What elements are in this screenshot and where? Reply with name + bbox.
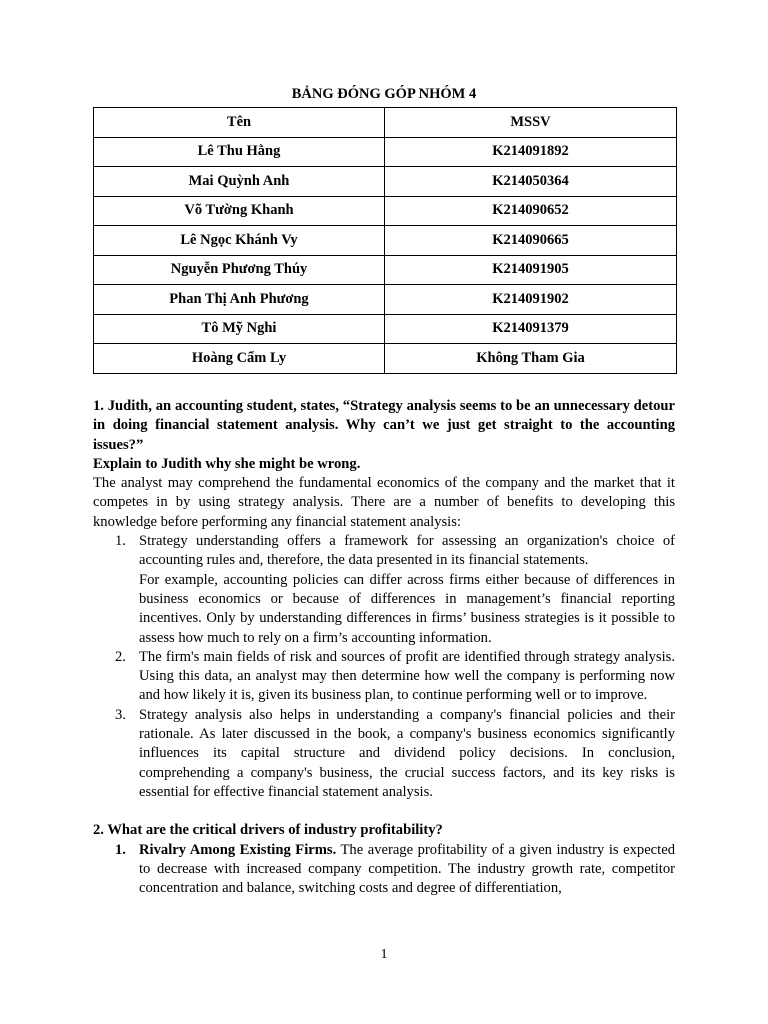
list-item <box>93 841 675 899</box>
question-1-prompt: Explain to Judith why she might be wrong. <box>93 455 361 472</box>
table-row <box>94 344 677 374</box>
header-name: Tên <box>94 108 385 138</box>
table-row <box>94 226 677 256</box>
contribution-table <box>93 107 677 374</box>
member-name: Phan Thị Anh Phương <box>94 285 385 315</box>
member-name: Võ Tường Khanh <box>94 196 385 226</box>
table-header-row <box>94 108 677 138</box>
list-number: 1. <box>115 533 126 550</box>
member-id: K214091892 <box>385 137 677 167</box>
list-item-lead: Rivalry Among Existing Firms. <box>139 841 337 858</box>
table-row <box>94 255 677 285</box>
document-body <box>93 397 675 898</box>
member-name: Lê Ngọc Khánh Vy <box>94 226 385 256</box>
member-id: K214091902 <box>385 285 677 315</box>
member-id: K214091379 <box>385 314 677 344</box>
table-row <box>94 137 677 167</box>
member-id: K214090665 <box>385 226 677 256</box>
list-item-text: For example, accounting policies can differ across firms either because of differences in business economics or because of differences in management’s financial reporting incentives. Only by understanding differences in firms’ business strategies is it possible to assess how much to rely on a firm’s accounting information. <box>139 571 675 646</box>
list-number: 3. <box>115 706 126 723</box>
question-1: 1. Judith, an accounting student, states, “Strategy analysis seems to be an unnecessary detour in doing financial statement analysis. Why can’t we just get straight to the accounting issues?” <box>93 398 675 453</box>
list-item-text: The firm's main fields of risk and sources of profit are identified through strategy analysis. Using this data, an analyst may then determine how well the company is performing now and how likely it is, given its business plan, to continue performing well or to improve. <box>139 648 675 704</box>
list-item-text: Strategy analysis also helps in understanding a company's financial policies and their rationale. As later discussed in the book, a company's business economics significantly influences its capital structure and dividend policy decisions. In conclusion, comprehending a company's business, the crucial success factors, and its key risks is essential for effective financial statement analysis. <box>139 706 675 800</box>
answer-1-list <box>93 532 675 802</box>
list-item <box>93 706 675 802</box>
list-item-text: The average profitability of a given industry is expected to decrease with increased company competition. The industry growth rate, competitor concentration and balance, switching costs and degree of differentiation, <box>139 841 675 897</box>
member-name: Lê Thu Hằng <box>94 137 385 167</box>
member-id: K214090652 <box>385 196 677 226</box>
member-name: Tô Mỹ Nghi <box>94 314 385 344</box>
member-name: Hoàng Cẩm Ly <box>94 344 385 374</box>
member-name: Mai Quỳnh Anh <box>94 167 385 197</box>
member-id: K214050364 <box>385 167 677 197</box>
table-title: BẢNG ĐÓNG GÓP NHÓM 4 <box>291 86 477 102</box>
member-name: Nguyễn Phương Thúy <box>94 255 385 285</box>
list-item <box>93 648 675 706</box>
list-number: 1. <box>115 841 126 858</box>
member-id: K214091905 <box>385 255 677 285</box>
list-item-text: Strategy understanding offers a framework for assessing an organization's choice of accounting rules and, therefore, the data presented in its financial statements. <box>139 533 675 569</box>
question-2: 2. What are the critical drivers of industry profitability? <box>93 822 443 839</box>
header-student-id: MSSV <box>385 108 677 138</box>
table-row <box>94 314 677 344</box>
list-number: 2. <box>115 648 126 665</box>
table-row <box>94 196 677 226</box>
table-row <box>94 285 677 315</box>
list-item <box>93 532 675 648</box>
table-row <box>94 167 677 197</box>
answer-1-intro: The analyst may comprehend the fundamental economics of the company and the market that it competes in by using strategy analysis. There are a number of benefits to developing this knowledge before performing any financial statement analysis: <box>93 475 675 530</box>
member-id: Không Tham Gia <box>385 344 677 374</box>
answer-2-list <box>93 841 675 899</box>
page-number: 1 <box>380 947 388 962</box>
